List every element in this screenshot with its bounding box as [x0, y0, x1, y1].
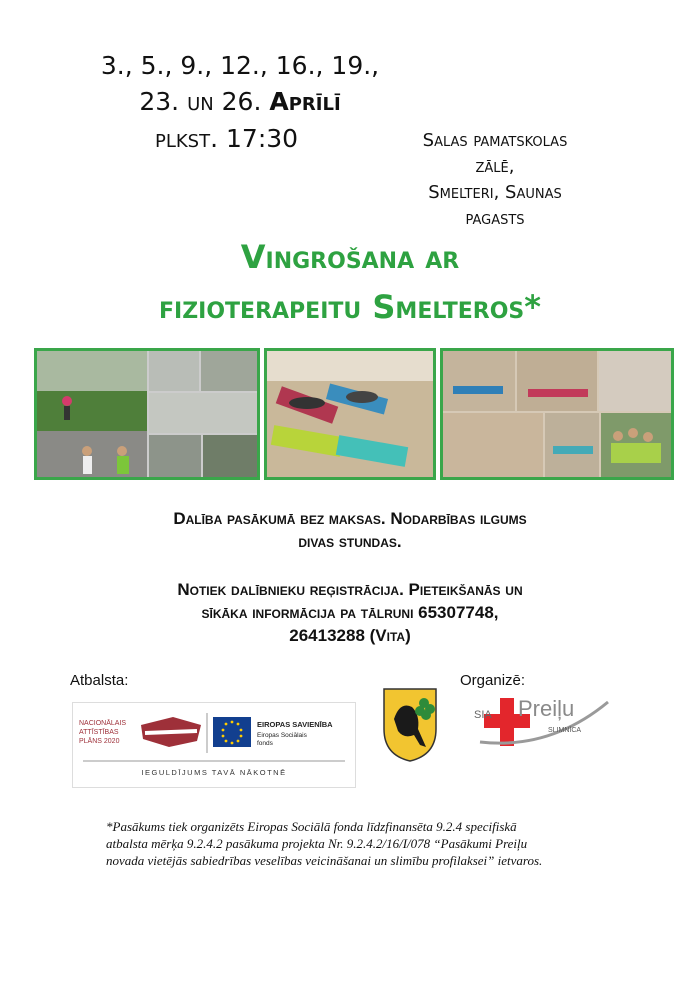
- crest-icon: [380, 685, 440, 763]
- info-line-1: Dalība pasākumā bez maksas. Nodarbības ilgums: [173, 509, 527, 528]
- dates-line-1: 3., 5., 9., 12., 16., 19.,: [100, 51, 380, 80]
- nap-line-1: NACIONĀLAIS: [79, 720, 127, 727]
- photo-group-exercise: [440, 348, 674, 480]
- hospital-sub: SLIMNĪCA: [548, 727, 582, 734]
- info-line-4: sīkāka informācija pa tālruni 65307748,: [201, 603, 499, 622]
- event-time: plkst. 17:30: [155, 124, 299, 153]
- footnote-line-2: atbalsta mērķa 9.2.4.2 pasākuma projekta Nr. 9.2.4.2/16/I/078 “Pasākumi Preiļu: [106, 836, 528, 851]
- preilu-hospital-logo: [470, 690, 620, 750]
- footnote-line-1: *Pasākums tiek organizēts Eiropas Sociālā fonda līdzfinansēta 9.2.4 specifiskā: [106, 819, 517, 834]
- info-line-3: Notiek dalībnieku reģistrācija. Pieteikšanās un: [177, 580, 523, 599]
- hospital-prefix: SIA: [474, 709, 492, 721]
- footnote-line-3: novada vietējās sabiedrības veselības veicināšanai un slimību profilaksei” ietvaros.: [106, 853, 543, 868]
- venue-line-4: pagasts: [465, 208, 525, 229]
- dates-days: 23. un 26.: [139, 87, 262, 116]
- photo-collage-2: [267, 351, 433, 477]
- photo-collage-3: [443, 351, 671, 477]
- hospital-name: Preiļu: [518, 696, 575, 721]
- dates-line-2: [60, 84, 420, 120]
- event-title: [30, 232, 670, 332]
- event-dates: [60, 48, 420, 120]
- photo-outdoor-exercise: [34, 348, 260, 480]
- nap-line-2: ATTĪSTĪBAS: [79, 729, 119, 736]
- title-line-1: Vingrošana ar: [240, 238, 460, 276]
- event-venue: [380, 128, 610, 232]
- eu-line-3: fonds: [257, 740, 273, 747]
- support-label: Atbalsta:: [70, 672, 129, 689]
- hospital-logo: [470, 690, 620, 750]
- municipality-crest: [380, 685, 440, 763]
- organizer-label: Organizē:: [460, 672, 526, 689]
- title-line-2: fizioterapeitu Smelteros*: [158, 288, 541, 326]
- registration-info: [60, 578, 640, 647]
- dates-month: Aprīlī: [269, 87, 341, 116]
- venue-line-3: Smelteri, Saunas: [428, 182, 562, 203]
- esf-logo-block: [72, 702, 356, 788]
- eu-line-1: EIROPAS SAVIENĪBA: [257, 720, 333, 729]
- esf-tagline: IEGULDĪJUMS TAVĀ NĀKOTNĒ: [141, 768, 287, 777]
- venue-line-2: zālē,: [475, 156, 515, 177]
- photo-floor-exercise: [264, 348, 436, 480]
- footnote: [106, 818, 606, 869]
- info-line-2: divas stundas.: [298, 532, 402, 551]
- eu-line-2: Eiropas Sociālais: [257, 732, 307, 739]
- participation-info: [60, 507, 640, 553]
- info-line-5: 26413288 (Vita): [289, 626, 411, 645]
- nap-line-3: PLĀNS 2020: [79, 738, 120, 745]
- clover-icon: [421, 710, 431, 720]
- photo-collage-1: [37, 351, 257, 477]
- venue-line-1: Salas pamatskolas: [422, 130, 568, 151]
- nap-eu-logo: [73, 703, 355, 787]
